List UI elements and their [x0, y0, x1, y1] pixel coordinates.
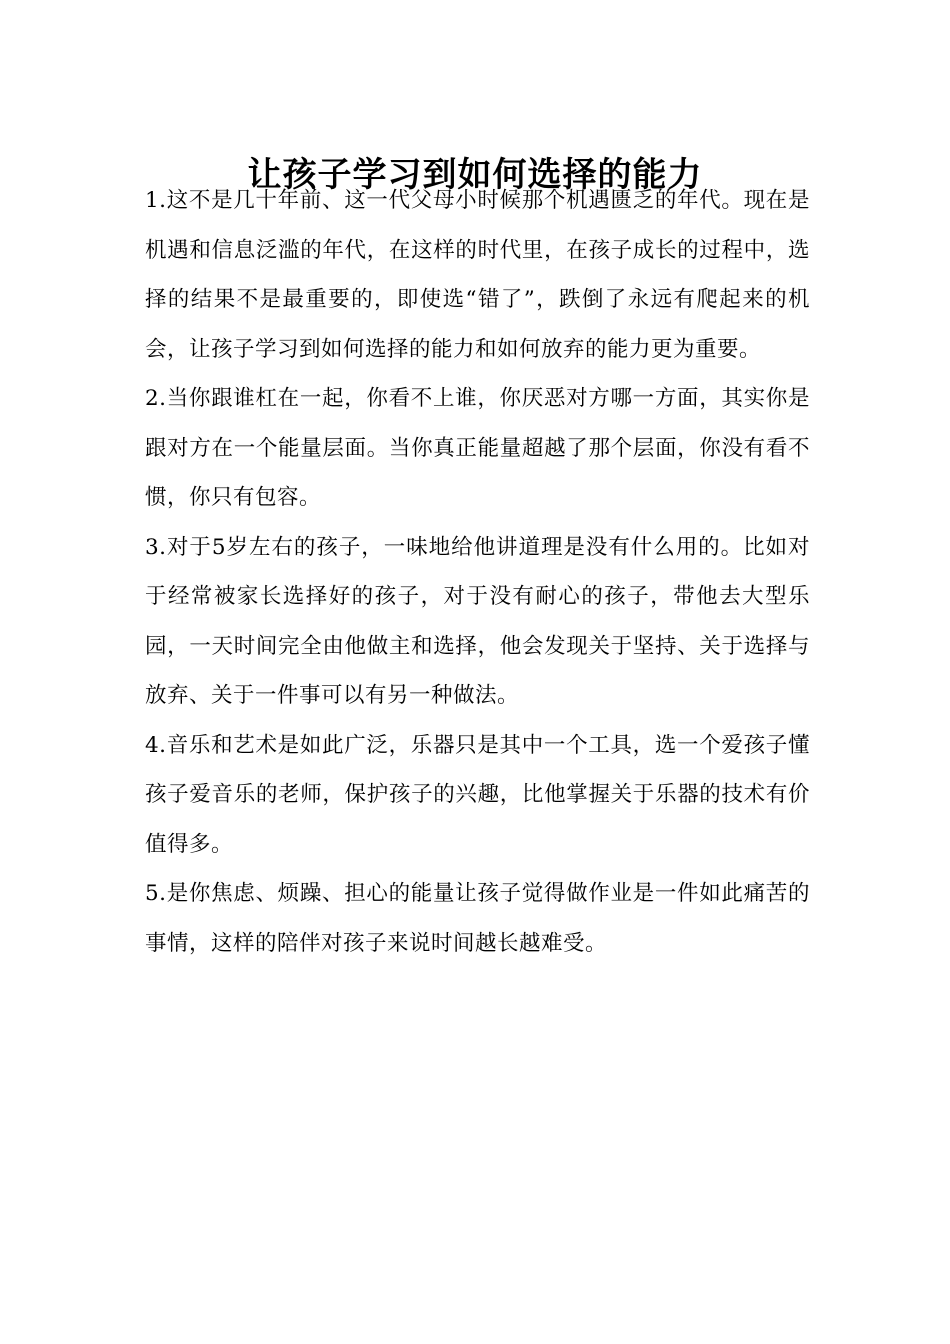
paragraph-2: 2.当你跟谁杠在一起，你看不上谁，你厌恶对方哪一方面，其实你是跟对方在一个能量层面。当你真正能量超越了那个层面，你没有看不惯，你只有包容。 [145, 386, 810, 510]
paragraph-1: 1.这不是几十年前、这一代父母小时候那个机遇匮乏的年代。现在是机遇和信息泛滥的年代，在这样的时代里，在孩子成长的过程中，选择的结果不是最重要的，即使选“错了”，跌倒了永远有爬起来的机会，让孩子学习到如何选择的能力和如何放弃的能力更为重要。 [145, 188, 810, 362]
paragraph-3: 3.对于5岁左右的孩子，一味地给他讲道理是没有什么用的。比如对于经常被家长选择好的孩子，对于没有耐心的孩子，带他去大型乐园，一天时间完全由他做主和选择，他会发现关于坚持、关于选择与放弃、关于一件事可以有另一种做法。 [145, 534, 810, 708]
document-title: 让孩子学习到如何选择的能力 [247, 154, 703, 195]
paragraph-4: 4.音乐和艺术是如此广泛，乐器只是其中一个工具，选一个爱孩子懂孩子爱音乐的老师，保护孩子的兴趣，比他掌握关于乐器的技术有价值得多。 [145, 732, 810, 857]
document-body [145, 176, 810, 968]
paragraph-5: 5.是你焦虑、烦躁、担心的能量让孩子觉得做作业是一件如此痛苦的事情，这样的陪伴对孩子来说时间越长越难受。 [145, 881, 810, 956]
